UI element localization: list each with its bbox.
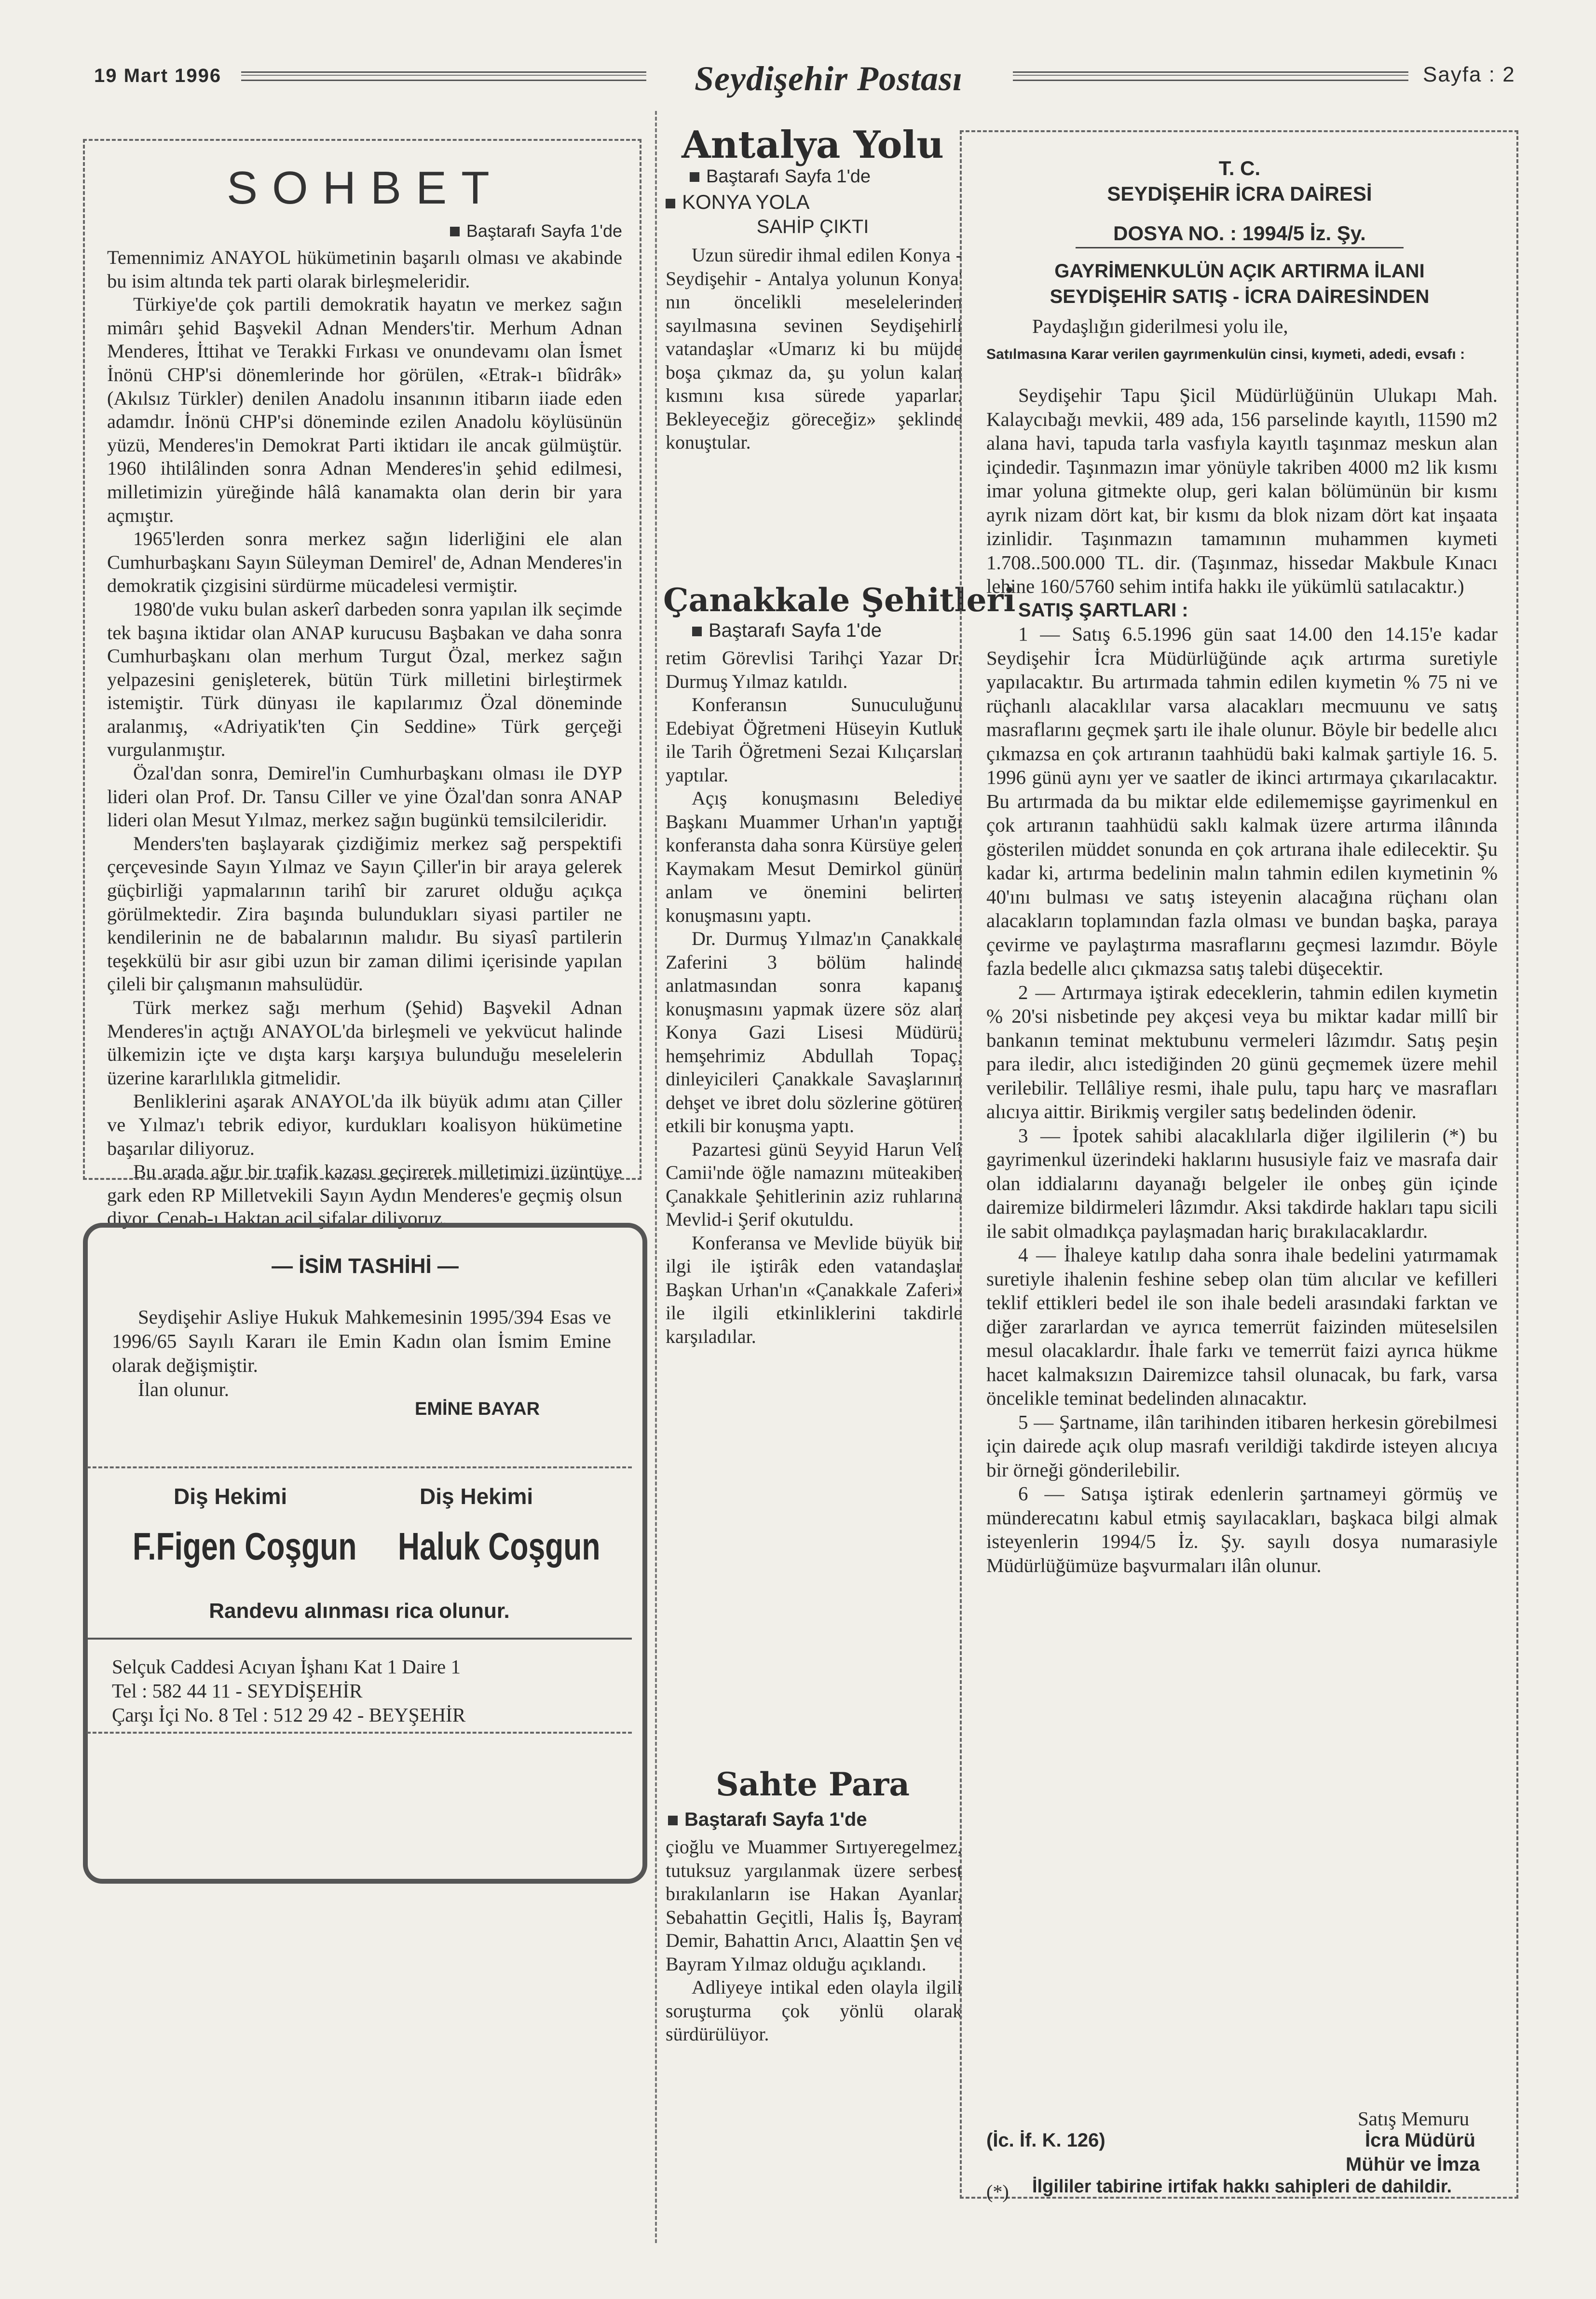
canakkale-paragraph: Konferansa ve Mevlide büyük bir ilgi ile iştirâk eden vatandaşlar Başkan Urhan'ın «Çanakkale Zaferi» ile ilgili etkinliklerini takdirle karşıladılar. <box>666 1232 962 1347</box>
sohbet-paragraph: Özal'dan sonra, Demirel'in Cumhurbaşkanı olması ile DYP lideri olan Prof. Dr. Tansu Ciller ve yine Özal'dan sonra ANAP lideri olan Mesut Yılmaz, merkez sağın bugünkü temsilcileridir. <box>107 762 622 831</box>
icra-sart: 6 — Satışa iştirak edenlerin şartnameyi görmüş ve münderecatını kabul etmiş sayılacakları, başkaca bilgi almak isteyenlerin 1994/5 İz. Şy. sayılı dosya numarasiyle Müdürlüğümüze başvurmaları ilân olunur. <box>986 1482 1498 1576</box>
sahte-para-continued-text: Baştarafı Sayfa 1'de <box>684 1809 867 1830</box>
header-rule-left <box>241 71 646 81</box>
sohbet-paragraph: Türkiye'de çok partili demokratik hayatın ve merkez sağın mimârı şehid Başvekil Adnan Menders'tir. Merhum Adnan Menderes, İttihat ve Terakki Fırkası ve onundevamı olan İsmet İnönü CHP'si dönemlerinde hor görülen, «Etrak-ı bîidrâk» (Akılsız Türkler) denilen Anadolu insanının itibarın iiade eden adamdır. İnönü CHP'si döneminde ezilen Anadolu köylüsünün yüzü, Menderes'in Demokrat Parti iktidarı ile ancak gülmüştür. 1960 ihtilâlinden sonra Adnan Menderes'in şehid edilmesi, milletimizin yüreğinde hâlâ kanamakta olan derin bir yara açmıştır. <box>107 293 622 526</box>
square-bullet-icon <box>690 172 699 182</box>
sahte-para-body <box>666 1835 962 2046</box>
icra-footnote: İlgililer tabirine irtifak hakkı sahipleri de dahildir. <box>1032 2176 1452 2197</box>
antalya-title: Antalya Yolu <box>682 123 944 167</box>
sohbet-paragraph: 1965'lerden sonra merkez sağın liderliğini ele alan Cumhurbaşkanı Sayın Süleyman Demirel' de, Adnan Menderes'in demokratik çizgisini sürdürme mücadelesi vermiştir. <box>107 528 622 597</box>
address-seydisehir: Selçuk Caddesi Acıyan İşhanı Kat 1 Daire 1 <box>112 1656 461 1678</box>
dentist-name-right: Haluk Coşgun <box>398 1525 600 1568</box>
sohbet-title: SOHBET <box>227 162 504 214</box>
dentist-addresses <box>112 1655 465 1727</box>
isim-tashihi-body <box>112 1305 611 1401</box>
icra-sart: 3 — İpotek sahibi alacaklılarla diğer ilgililerin (*) bu gayrimenkul üzerindeki haklarını hususiyle faiz ve masrafa dair olan iddialarını dayanağı belgeler ile onbeş gün içinde dairemize bildirmeleri lâzımdır. Aksi takdirde hakları tapu sicili ile sabit olmadıkça paylaşmadan hariç bırakılacaklardır. <box>986 1124 1498 1242</box>
header-rule-right <box>1013 71 1408 81</box>
ad-bottom-rule <box>87 1732 632 1734</box>
icra-heading-1: GAYRİMENKULÜN AÇIK ARTIRMA İLANI <box>1054 260 1425 282</box>
isim-tashihi-signature: EMİNE BAYAR <box>415 1399 540 1419</box>
address-beysehir: Çarşı İçi No. 8 Tel : 512 29 42 - BEYŞEHİR <box>112 1704 466 1726</box>
square-bullet-icon <box>692 627 702 636</box>
sahte-para-title: Sahte Para <box>715 1765 910 1803</box>
icra-dosya: DOSYA NO. : 1994/5 İz. Şy. <box>1113 222 1366 245</box>
canakkale-continued <box>692 620 882 642</box>
isim-tashihi-note: İlan olunur. <box>138 1378 230 1400</box>
square-bullet-icon <box>666 199 675 208</box>
ad-mid-rule <box>87 1638 632 1640</box>
antalya-continued <box>690 166 871 187</box>
sohbet-body <box>107 246 622 1231</box>
antalya-subhead-2: SAHİP ÇIKTI <box>756 216 869 237</box>
newspaper-title: Seydişehir Postası <box>695 59 963 98</box>
sohbet-continued <box>367 221 622 241</box>
dentist-name-left: F.Figen Coşgun <box>133 1525 357 1568</box>
icra-body <box>986 383 1498 1577</box>
dentist-label-right: Diş Hekimi <box>420 1484 533 1509</box>
canakkale-continued-text: Baştarafı Sayfa 1'de <box>709 620 882 641</box>
icra-sart: 5 — Şartname, ilân tarihinden itibaren herkesin görebilmesi için dairede açık olup masrafı verildiği takdirde isteyen alıcıya bir örneği gönderilebilir. <box>986 1410 1498 1481</box>
antalya-paragraph: Uzun süredir ihmal edilen Konya - Seydişehir - Antalya yolunun Konya' nın öncelikli meselelerinden sayılmasına sevinen Seydişehirli vatandaşlar «Umarız ki bu müjde boşa çıkmaz da, şu yolun kalan kısmını kısa sürede yaparlar. Bekleyeceğiz göreceğiz» şeklinde konuştular. <box>666 244 962 453</box>
icra-heading-2: SEYDİŞEHİR SATIŞ - İCRA DAİRESİNDEN <box>1050 286 1430 307</box>
icra-sart: 4 — İhaleye katılıp daha sonra ihale bedelini yatırmamak suretiyle ihalenin feshine sebep olan tüm alıcılar ve kefilleri teklif ettikleri bedel ile son ihale bedeli arasındaki farktan ve diğer zararlardan ve ayrıca temerrüt faizinden müteselsilen mesul olacaklardır. İhale farkı ve temerrüt faizi ayrıca hükme hacet kalmaksızın Dairemizce tahsil olunacak, bu fark, varsa öncelikle teminat bedelinden alınacaktır. <box>986 1244 1498 1409</box>
antalya-continued-text: Baştarafı Sayfa 1'de <box>706 166 871 187</box>
canakkale-paragraph: retim Görevlisi Tarihçi Yazar Dr. Durmuş Yılmaz katıldı. <box>666 647 962 692</box>
sohbet-paragraph: 1980'de vuku bulan askerî darbeden sonra yapılan ilk seçimde tek başına iktidar olan ANAP kurucusu Başbakan ve daha sonra Cumhurbaşkanı olan merhum Turgut Özal, merkez sağın yelpazesini genişleterek, bütün Türk milletini birleştirmek istemiştir. Türk dünyası ile kapılarımız Özal döneminde aralanmış, «Adriyatik'ten Çin Seddine» Türk gerçeği vurgulanmıştır. <box>107 598 622 761</box>
issue-date: 19 Mart 1996 <box>94 65 222 86</box>
sohbet-paragraph: Benliklerini aşarak ANAYOL'da ilk büyük adımı atan Çiller ve Yılmaz'ı tebrik ediyor, kurdukları koalisyon hükümetine başarılar diliyoruz. <box>107 1090 622 1159</box>
canakkale-title: Çanakkale Şehitleri <box>663 581 1016 619</box>
sohbet-paragraph: Türk merkez sağı merhum (Şehid) Başvekil Adnan Menderes'in açtığı ANAYOL'da birleşmeli ve yekvücut halinde ülkemizin içte ve dışta karşı karşıya bulunduğu meselelerin üzerine kararlılıkla gitmelidir. <box>107 997 622 1089</box>
antalya-body <box>666 244 962 454</box>
canakkale-body <box>666 646 962 1348</box>
sahte-para-paragraph: Adliyeye intikal eden olayla ilgili soruşturma çok yönlü olarak sürdürülüyor. <box>666 1976 962 2045</box>
page-number: Sayfa : 2 <box>1423 63 1515 86</box>
antalya-subhead-text: KONYA YOLA <box>682 191 810 213</box>
icra-kanun-ref: (İc. İf. K. 126) <box>986 2130 1105 2151</box>
isim-tashihi-text: Seydişehir Asliye Hukuk Mahkemesinin 1995/394 Esas ve 1996/65 Sayılı Kararı ile Emin Kadın olan İsmim Emine olarak değişmiştir. <box>112 1306 611 1376</box>
sohbet-paragraph: Bu arada ağır bir trafik kazası geçirerek milletimizi üzüntüye gark eden RP Milletvekili Sayın Aydın Menderes'e geçmiş olsun diyor. Cenab-ı Haktan acil şifalar diliyoruz. <box>107 1161 622 1230</box>
canakkale-paragraph: Konferansın Sunuculuğunu Edebiyat Öğretmeni Hüseyin Kutluk ile Tarih Öğretmeni Sezai Kılıçarslan yaptılar. <box>666 694 962 786</box>
icra-office: SEYDİŞEHİR İCRA DAİRESİ <box>1107 182 1372 205</box>
appointment-note: Randevu alınması rica olunur. <box>209 1599 510 1623</box>
icra-sart: 2 — Artırmaya iştirak edeceklerin, tahmin edilen kıymetin % 20'si nisbetinde pey akçesi veya bu miktar kadar millî bir bankanın teminat mektubunu vermeleri lâzımdır. Satış peşin para iledir, alıcı istediğinden 20 günü geçmemek üzere mehil verilebilir. Tellâliye resmi, ihale pulu, tapu harç ve masrafları alıcıya aittir. Birikmiş vergiler satış bedelinden ödenir. <box>986 981 1498 1122</box>
icra-satis-memuru: Satış Memuru <box>1358 2107 1470 2130</box>
sahte-para-continued <box>668 1809 867 1831</box>
icra-description: Seydişehir Tapu Şicil Müdürlüğünün Ulukapı Mah. Kalaycıbağı mevkii, 489 ada, 156 parselinde kayıtlı, 11590 m2 alana havi, tapuda tarla vasfıyla kayıtlı taşınmaz meskun alan içindedir. Taşınmazın imar yönüyle takriben 4000 m2 lik kısmı imar yoluna gitmekte olup, geri kalan bölümünün bir kısmı ayrık nizam dört kat, bir kısmı da blok nizam dört kat inşaata izinlidir. Taşınmazın tamamının muhammen kıymeti 1.708..500.000 TL. dir. (Taşınmaz, hissedar Makbule Kınacı lehine 160/5760 sehim intifa hakkı ile yükümlü satılacaktır.) <box>986 384 1498 597</box>
canakkale-paragraph: Dr. Durmuş Yılmaz'ın Çanakkale Zaferini 3 bölüm halinde anlatmasından sonra kapanış konuşmasını yapmak üzere söz alan Konya Gazi Lisesi Müdürü, hemşehrimiz Abdullah Topaç, dinleyicileri Çanakkale Savaşlarının dehşet ve ibret dolu sözlerine götüren etkili bir konuşma yaptı. <box>666 928 962 1136</box>
antalya-subhead-1 <box>666 191 965 214</box>
canakkale-paragraph: Pazartesi günü Seyyid Harun Velî Camii'nde öğle namazını müteakiben Çanakkale Şehitlerinin aziz ruhlarına Mevlid-i Şerif okutuldu. <box>666 1138 962 1230</box>
canakkale-paragraph: Açış konuşmasını Belediye Başkanı Muammer Urhan'ın yaptığı konferansta daha sonra Kürsüye gelen Kaymakam Mesut Demirkol günün anlam ve önemini belirten konuşmasını yaptı. <box>666 787 962 926</box>
icra-muhur: Mühür ve İmza <box>1346 2154 1480 2175</box>
tel-seydisehir: Tel : 582 44 11 - SEYDİŞEHİR <box>112 1680 363 1702</box>
square-bullet-icon <box>668 1816 678 1825</box>
icra-tc: T. C. <box>1218 157 1261 179</box>
sohbet-paragraph: Temennimiz ANAYOL hükümetinin başarılı olması ve akabinde bu isim altında tek parti olarak birleşmeleridir. <box>107 246 622 292</box>
isim-tashihi-title: — İSİM TASHİHİ — <box>272 1254 459 1278</box>
ad-top-rule <box>87 1466 632 1468</box>
icra-muduru: İcra Müdürü <box>1365 2130 1475 2151</box>
sohbet-continued-text: Baştarafı Sayfa 1'de <box>466 221 622 241</box>
sohbet-paragraph: Menders'ten başlayarak çizdiğimiz merkez sağ perspektifi çerçevesinde Sayın Yılmaz ve Sayın Çiller'in bir araya gelerek güçbirliği yapmalarının tarihî bir zaruret olduğu açıkça görülmektedir. Zira başında bulundukları siyasi partiler ne kendilerinin ne de babalarının malıdır. Bu siyasî partilerin teşekkülü bir asır gibi uzun bir zaman dilimi içerisinde yapılan çileli bir çalışmanın mahsulüdür. <box>107 832 622 995</box>
icra-dosya-underline <box>1076 247 1404 248</box>
square-bullet-icon <box>450 227 460 236</box>
icra-satis-label: Satılmasına Karar verilen gayrımenkulün cinsi, kıymeti, adedi, evsafı : <box>986 346 1465 362</box>
icra-intro: Paydaşlığın giderilmesi yolu ile, <box>1032 315 1288 337</box>
icra-footnote-mark: (*) <box>986 2181 1009 2203</box>
sahte-para-paragraph: çioğlu ve Muammer Sırtıyeregelmez, tutuksuz yargılanmak üzere serbest bırakılanların ise Hakan Ayanlar, Sebahattin Geçitli, Halis İş, Bayram Demir, Bahattin Arıcı, Alaattin Şen ve Bayram Yılmaz olduğu açıklandı. <box>666 1836 962 1975</box>
icra-sartlar-title: SATIŞ ŞARTLARI : <box>1018 599 1188 621</box>
dentist-label-left: Diş Hekimi <box>174 1484 287 1509</box>
icra-sart: 1 — Satış 6.5.1996 gün saat 14.00 den 14.15'e kadar Seydişehir İcra Müdürlüğünde açık artırma suretiyle yapılacaktır. Bu artırmada tahmin edilen kıymetin % 75 ni ve rüçhanlı alacaklılar varsa alacakları mecmuunu ve satış masraflarını geçmek şartı ile ihale olunur. Böyle bir bedelle alıcı çıkmazsa en çok artıranın taahhüdü baki kalmak şartiyle 16. 5. 1996 günü aynı yer ve saatler de ikinci artırmaya çıkarılacaktır. Bu artırmada da bu miktar elde edilememişse gayrimenkul en çok artıranın taahhüdü saklı kalmak üzere artırma ilânında gösterilen müddet sonunda en çok artırana ihale edilecektir. Şu kadar ki, artırma bedelinin malın tahmin edilen kıymetinin % 40'ını bulması ve satış isteyenin alacağına rüçhanı olan alacakların toplamından fazla olması ve bundan başka, paraya çevirme ve paylaştırma masraflarını geçmesi lazımdır. Böyle fazla bedelle alıcı çıkmazsa satış talebi düşecektir. <box>986 623 1498 979</box>
